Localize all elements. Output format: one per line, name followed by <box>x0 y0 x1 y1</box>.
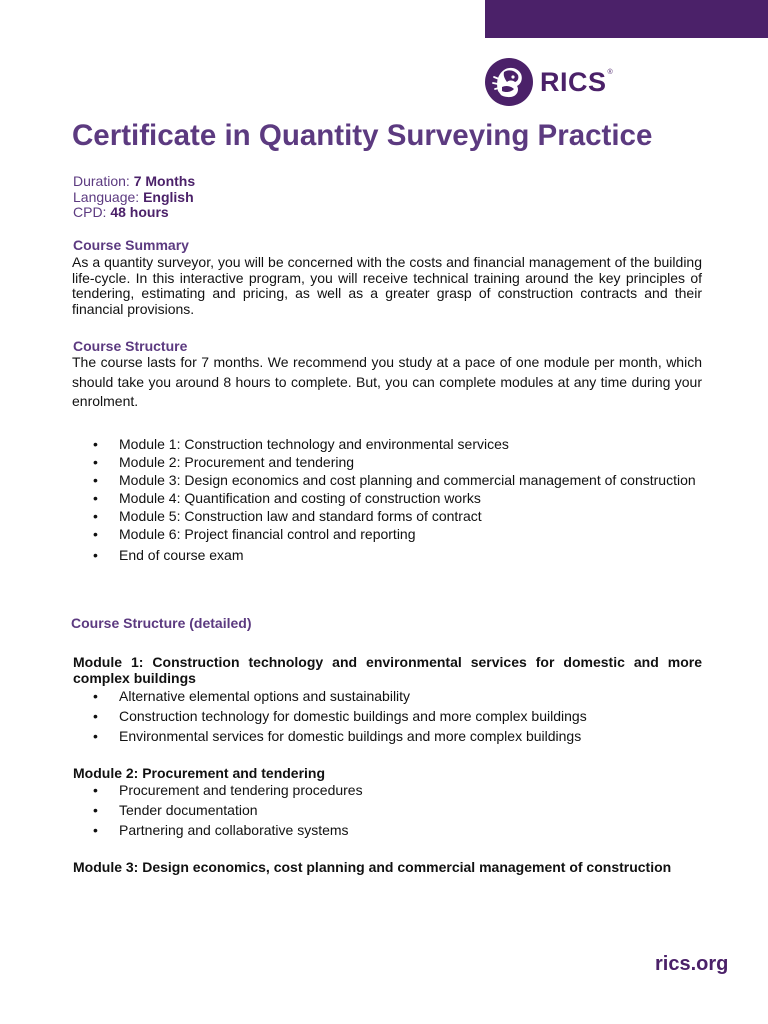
list-item: • Module 3: Design economics and cost planning and commercial management of construction <box>72 472 702 489</box>
list-item: • Module 6: Project financial control and reporting <box>72 526 702 543</box>
meta-language: Language: English <box>73 188 194 205</box>
meta-cpd: CPD: 48 hours <box>73 204 169 220</box>
course-summary-text: As a quantity surveyor, you will be concerned with the costs and financial management of the building life-cycle. In this interactive program, you will receive technical training around the key principles of tendering, estimating and pricing, as well as a greater grasp of construction contracts and their financial provisions. <box>72 254 702 317</box>
list-item: • Tender documentation <box>72 802 702 819</box>
list-item: • Environmental services for domestic buildings and more complex buildings <box>72 728 702 745</box>
list-item: • Module 1: Construction technology and environmental services <box>72 436 702 453</box>
module-2-topics <box>72 782 702 840</box>
module-2-heading: Module 2: Procurement and tendering <box>73 765 326 781</box>
course-structure-heading: Course Structure <box>73 338 188 354</box>
course-summary-heading: Course Summary <box>73 237 189 253</box>
list-item: • Module 4: Quantification and costing of construction works <box>72 490 702 507</box>
module-1-heading: Module 1: Construction technology and environmental services for domestic and more complex buildings <box>73 654 702 686</box>
logo-wordmark: RICS <box>540 66 607 97</box>
list-item: • Alternative elemental options and sustainability <box>72 688 702 705</box>
page-title: Certificate in Quantity Surveying Practice <box>72 119 653 152</box>
list-item: • Module 2: Procurement and tendering <box>72 454 702 471</box>
footer-website-link[interactable]: rics.org <box>655 953 729 975</box>
course-meta <box>73 174 195 221</box>
module-list <box>72 436 702 565</box>
course-structure-detailed-heading: Course Structure (detailed) <box>71 615 252 631</box>
list-item: • End of course exam <box>72 547 702 564</box>
rics-logo <box>484 57 613 107</box>
module-3-heading: Module 3: Design economics, cost planning and commercial management of construction <box>73 859 672 875</box>
module-1-topics <box>72 688 702 746</box>
lion-emblem-icon <box>484 57 534 107</box>
meta-duration: Duration: 7 Months <box>73 173 196 189</box>
list-item: • Construction technology for domestic buildings and more complex buildings <box>72 708 702 725</box>
list-item: • Partnering and collaborative systems <box>72 822 702 839</box>
list-item: • Procurement and tendering procedures <box>72 782 702 799</box>
registered-mark: ® <box>607 69 613 76</box>
course-structure-text: The course lasts for 7 months. We recommend you study at a pace of one module per month, which should take you around 8 hours to complete. But, you can complete modules at any time during your enrolment. <box>72 354 702 409</box>
list-item: • Module 5: Construction law and standard forms of contract <box>72 508 702 525</box>
top-brand-bar <box>485 0 768 38</box>
